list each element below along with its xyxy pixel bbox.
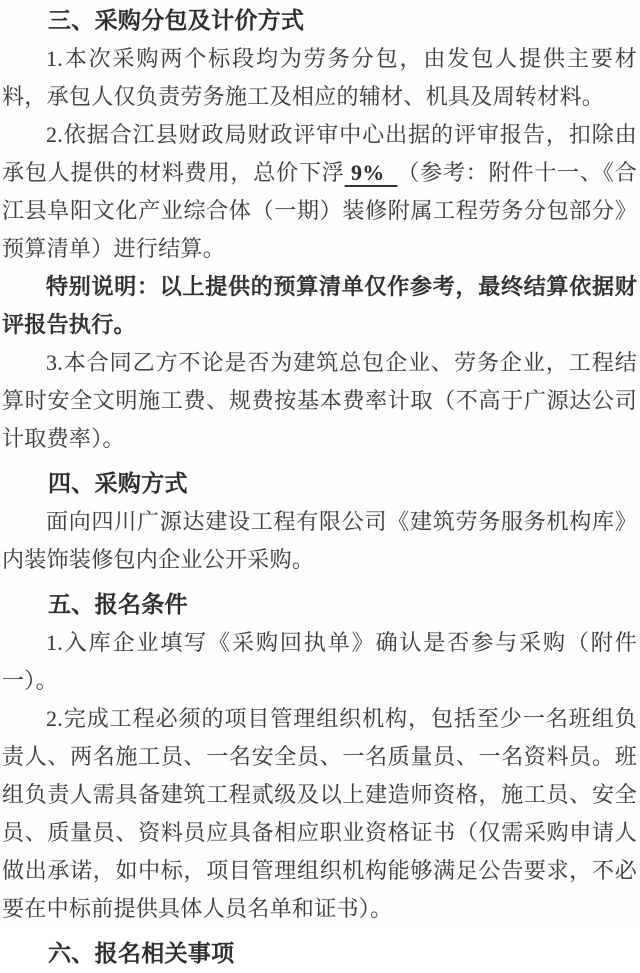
section-heading — [2, 2, 637, 40]
document-body — [2, 2, 637, 973]
section-heading — [2, 465, 637, 503]
paragraph — [2, 344, 637, 458]
text-run: 1.入库企业填写《采购回执单》确认是否参与采购（附件一）。 — [2, 630, 637, 693]
paragraph — [2, 116, 637, 268]
underlined-discount-value: 9% — [344, 160, 398, 185]
paragraph — [2, 700, 637, 928]
paragraph — [2, 268, 637, 344]
paragraph — [2, 624, 637, 700]
text-run: 面向四川广源达建设工程有限公司《建筑劳务服务机构库》内装饰装修包内企业公开采购。 — [2, 509, 637, 572]
text-run: 六、报名相关事项 — [48, 941, 235, 966]
text-run: 2.完成工程必须的项目管理组织机构，包括至少一名班组负责人、两名施工员、一名安全员、一名质量员、一名资料员。班组负责人需具备建筑工程贰级及以上建造师资格，施工员、安全员、质量员、资料员应具备相应职业资格证书（仅需采购申请人做出承诺，如中标，项目管理组织机构能够满足公告要求，不必要在中标前提供具体人员名单和证书）。 — [2, 706, 637, 921]
section-heading — [2, 586, 637, 624]
text-run: 五、报名条件 — [48, 592, 188, 617]
paragraph — [2, 503, 637, 579]
text-run: （参考：附件十一、《合江县阜阳文化产业综合体（一期）装修附属工程劳务分包部分》预算清单）进行结算。 — [2, 160, 638, 261]
text-run: 三、采购分包及计价方式 — [48, 8, 305, 33]
text-run: 1.本次采购两个标段均为劳务分包，由发包人提供主要材料，承包人仅负责劳务施工及相应的辅材、机具及周转材料。 — [2, 46, 637, 109]
text-run: 2.依据合江县财政局财政评审中心出据的评审报告，扣除由承包人提供的材料费用，总价下浮 — [2, 122, 637, 185]
text-run: 特别说明：以上提供的预算清单仅作参考，最终结算依据财评报告执行。 — [2, 274, 637, 337]
text-run: 3.本合同乙方不论是否为建筑总包企业、劳务企业，工程结算时安全文明施工费、规费按基本费率计取（不高于广源达公司计取费率）。 — [2, 350, 637, 451]
section-heading — [2, 935, 637, 973]
paragraph — [2, 40, 637, 116]
text-run: 四、采购方式 — [48, 471, 188, 496]
